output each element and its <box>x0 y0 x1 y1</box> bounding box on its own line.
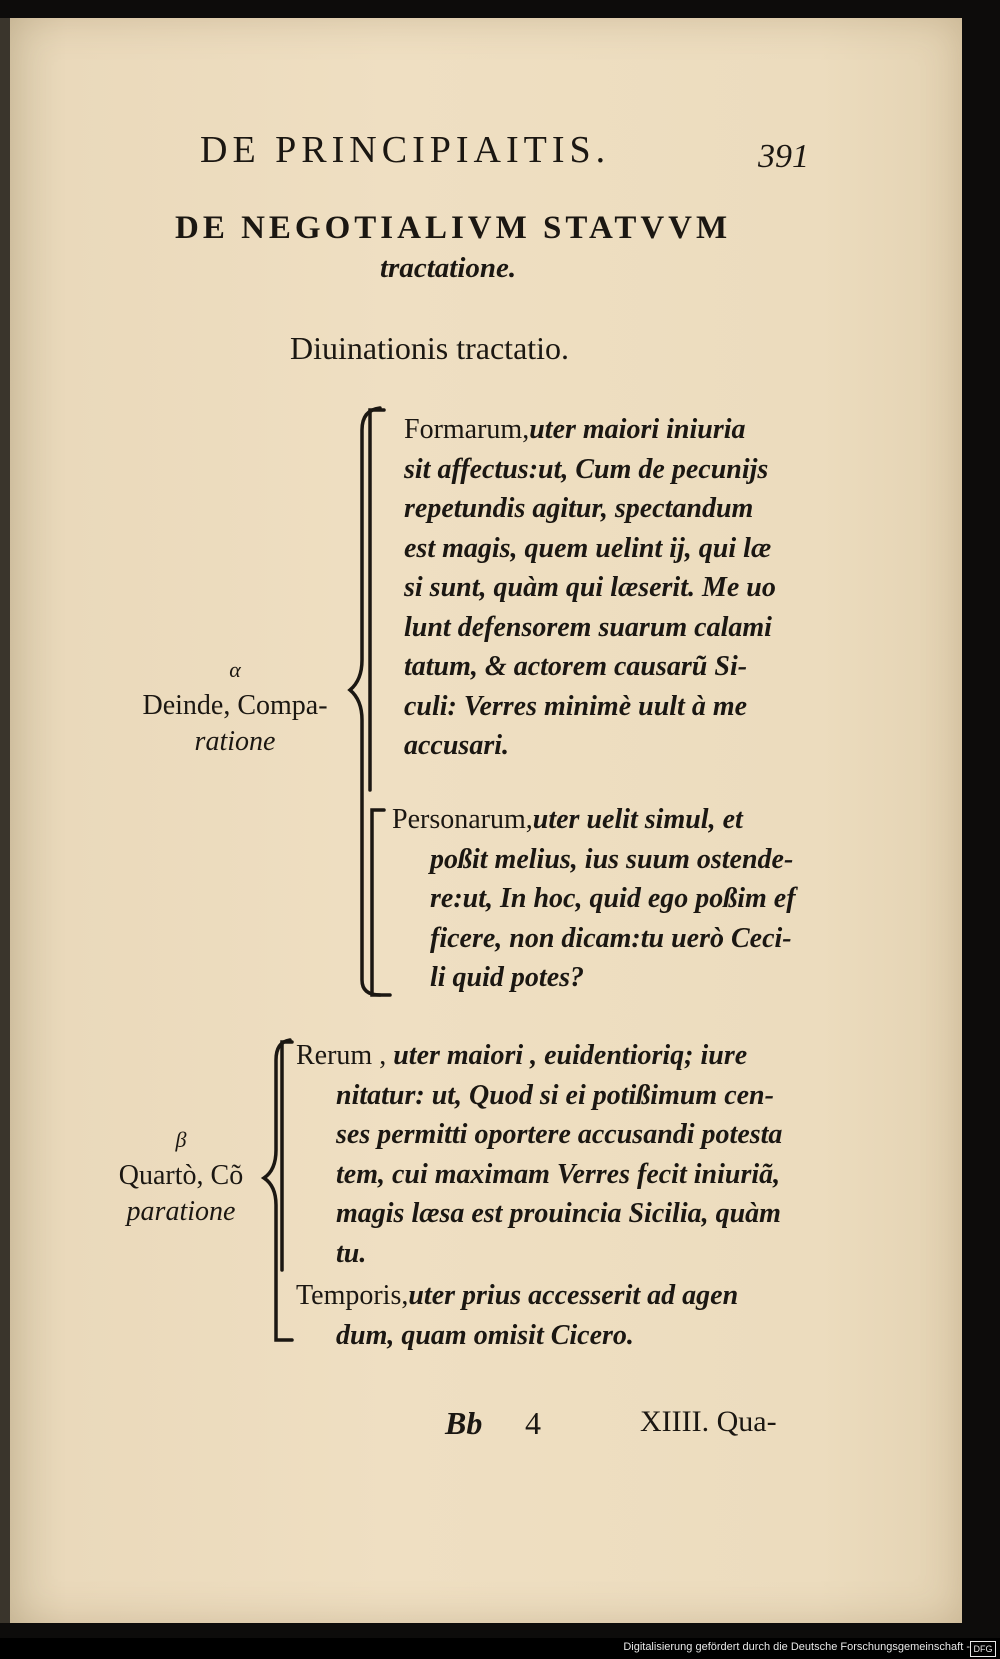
page-number: 391 <box>758 138 809 175</box>
text-line: sit affectus:ut, Cum de pecunijs <box>404 453 769 485</box>
bracket-personarum <box>372 810 390 995</box>
text-line: magis læsa est prouincia Sicilia, quàm <box>336 1198 781 1229</box>
rerum-lead: Rerum , <box>296 1040 387 1071</box>
temporis-block <box>296 1276 816 1355</box>
text-line: uter maiori , euidentioriq; iure <box>393 1040 748 1071</box>
text-line: uter uelit simul, et <box>532 804 743 835</box>
text-line: tu. <box>336 1237 367 1269</box>
text-line: dum, quam omisit Cicero. <box>336 1319 634 1351</box>
text-line: ficere, non dicam:tu uerò Ceci- <box>430 922 792 954</box>
text-line: tem, cui maximam Verres fecit iniuriã, <box>336 1158 781 1190</box>
label-line: paratione <box>126 1196 236 1227</box>
text-line: est magis, quem uelint ij, qui læ <box>404 532 772 564</box>
comparison-label-2 <box>96 1122 266 1230</box>
text-line: culi: Verres minimè uult à me <box>404 690 748 722</box>
formarum-block <box>404 410 854 766</box>
chapter-title: DE NEGOTIALIVM STATVVM <box>175 210 732 246</box>
text-line: repetundis agitur, spectandum <box>404 493 754 524</box>
text-line: uter maiori iniuria <box>529 414 746 445</box>
text-line: si sunt, quàm qui læserit. Me uo <box>404 572 776 603</box>
text-line: li quid potes? <box>430 962 585 993</box>
personarum-block <box>392 800 842 998</box>
label-line: Quartò, Cõ <box>118 1160 244 1191</box>
personarum-lead: Personarum, <box>392 804 533 835</box>
running-head: DE PRINCIPIAITIS. <box>200 129 611 171</box>
label-line: ratione <box>194 726 276 757</box>
text-line: poßit melius, ius suum ostende- <box>430 843 794 875</box>
catchword: XIIII. Qua- <box>640 1405 777 1438</box>
rerum-block <box>296 1036 816 1273</box>
section-title: Diuinationis tractatio. <box>290 330 570 366</box>
signature-mark: Bb <box>445 1405 483 1441</box>
text-line: tatum, & actorem causarũ Si- <box>404 651 748 682</box>
marginal-mark-beta: β <box>175 1127 187 1152</box>
text-line: re:ut, In hoc, quid ego poßim ef <box>430 883 796 914</box>
text-line: nitatur: ut, Quod si ei potißimum cen- <box>336 1079 774 1111</box>
temporis-lead: Temporis, <box>296 1280 409 1311</box>
chapter-title-continuation: tractatione. <box>380 252 517 284</box>
text-line: accusari. <box>404 730 509 761</box>
digitization-credit: Digitalisierung gefördert durch die Deutsche Forschungsgemeinschaft - <box>623 1641 970 1653</box>
bracket-rerum <box>282 1042 292 1270</box>
label-line: Deinde, Compa- <box>142 690 328 721</box>
comparison-label-1 <box>100 652 370 760</box>
text-line: uter prius accesserit ad agen <box>408 1280 739 1311</box>
dfg-logo: DFG <box>970 1641 996 1657</box>
signature-number: 4 <box>525 1405 541 1441</box>
brace-group2 <box>264 1040 292 1340</box>
text-line: lunt defensorem suarum calami <box>404 611 772 643</box>
formarum-lead: Formarum, <box>404 414 530 445</box>
text-line: ses permitti oportere accusandi potesta <box>336 1119 783 1150</box>
marginal-mark-alpha: α <box>229 657 241 682</box>
bracket-formarum <box>370 410 384 790</box>
